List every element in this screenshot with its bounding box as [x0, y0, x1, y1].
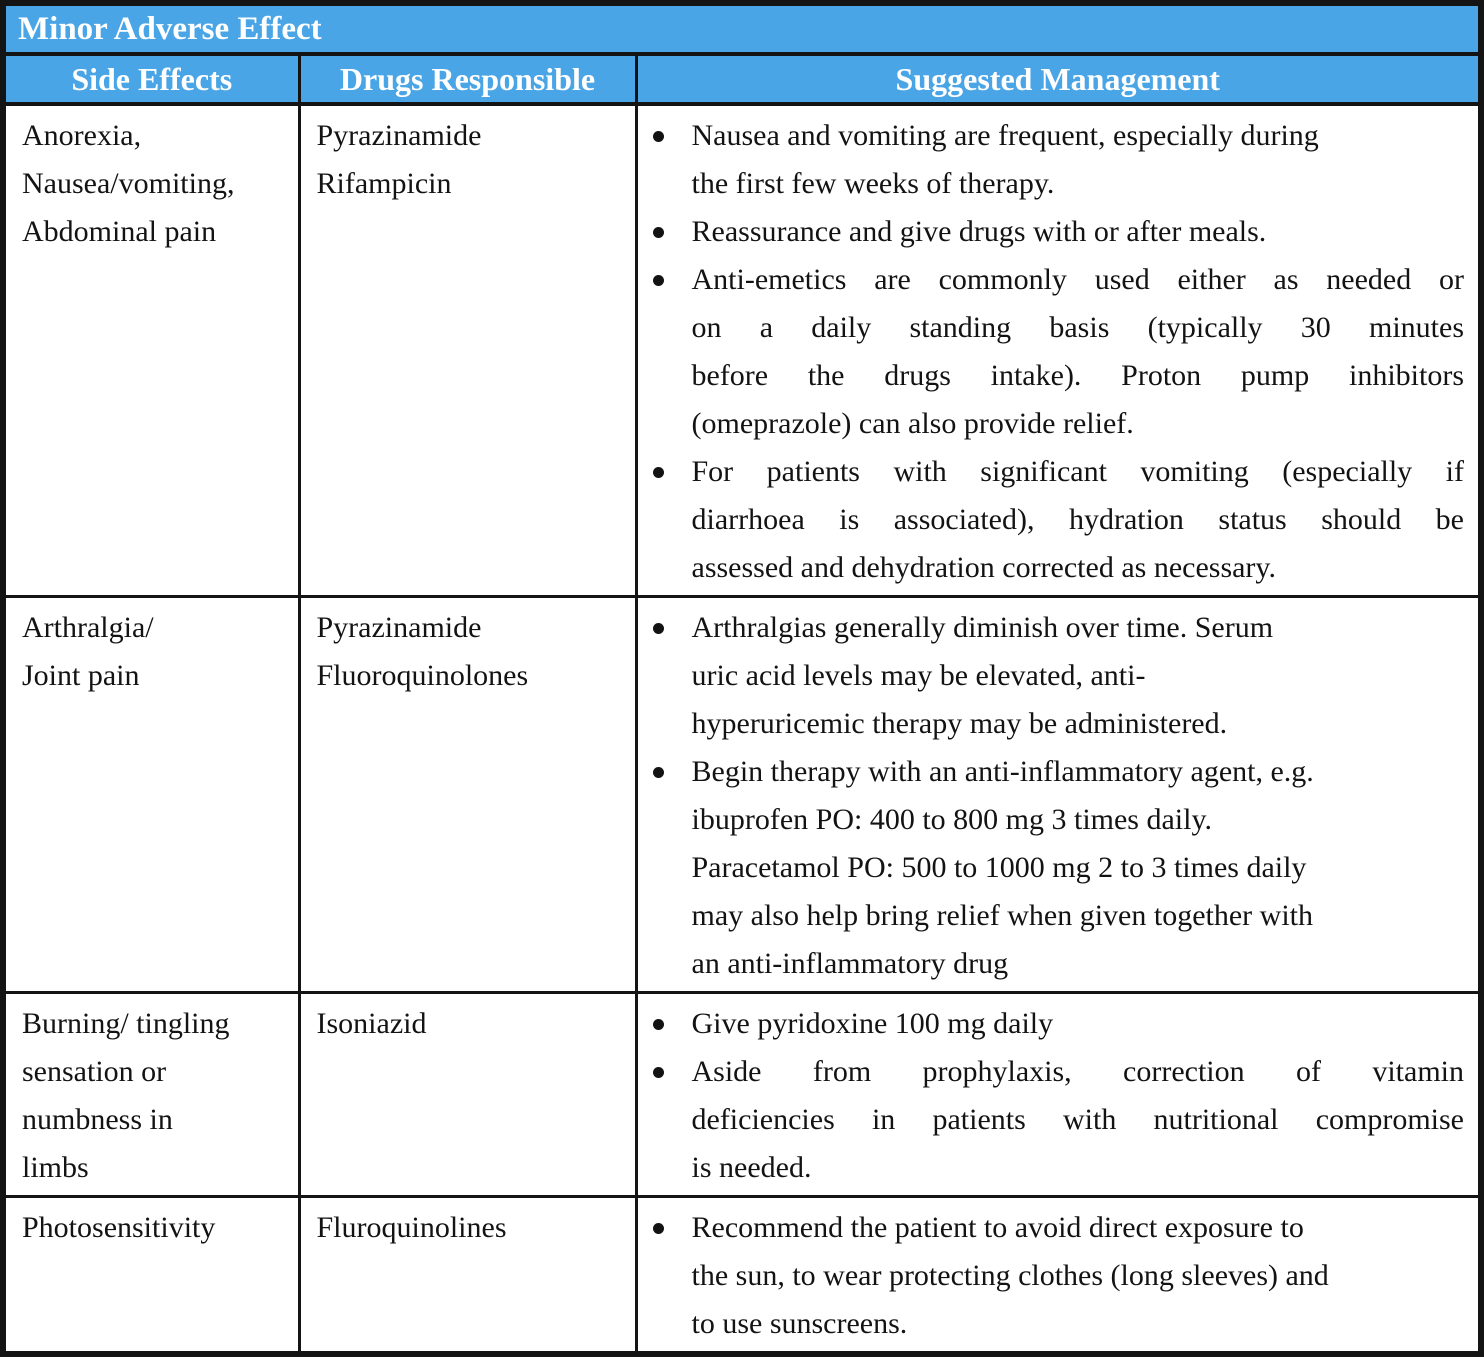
management-text-line: on a daily standing basis (typically 30 minutes — [691, 311, 1464, 344]
drug-line: Pyrazinamide — [316, 119, 482, 152]
column-header-side-effects: Side Effects — [3, 54, 299, 104]
drugs-responsible-cell — [299, 597, 636, 993]
table-row — [3, 993, 1481, 1197]
table-row — [3, 1197, 1481, 1355]
management-bullet-item — [638, 1204, 1465, 1348]
bullet-icon — [638, 256, 692, 304]
suggested-management-cell — [636, 993, 1481, 1197]
management-text-line: Aside from prophylaxis, correction of vitamin — [691, 1055, 1464, 1088]
management-bullet-text — [692, 448, 1465, 592]
management-bullet-text — [692, 1000, 1465, 1048]
management-text-line: deficiencies in patients with nutritional compromise — [691, 1103, 1464, 1136]
management-text-line: assessed and dehydration corrected as necessary. — [691, 551, 1276, 584]
drug-line: Rifampicin — [316, 167, 452, 200]
table-body — [3, 104, 1481, 1354]
bullet-icon — [638, 112, 692, 160]
management-bullet-item — [638, 208, 1465, 256]
management-bullet-text — [692, 256, 1465, 448]
management-text-line: Paracetamol PO: 500 to 1000 mg 2 to 3 times daily — [691, 851, 1307, 884]
management-text-line: is needed. — [691, 1151, 812, 1184]
side-effect-line: Joint pain — [22, 659, 140, 692]
side-effect-line: Burning/ tingling — [22, 1007, 230, 1040]
management-text-line: hyperuricemic therapy may be administered. — [691, 707, 1228, 740]
table-header-row — [3, 54, 1481, 104]
management-text-line: ibuprofen PO: 400 to 800 mg 3 times daily. — [691, 803, 1213, 836]
table-row — [3, 597, 1481, 993]
management-text-line: the first few weeks of therapy. — [691, 167, 1055, 200]
drugs-responsible-cell — [299, 1197, 636, 1355]
side-effects-cell — [3, 1197, 299, 1355]
management-text-line: diarrhoea is associated), hydration status should be — [691, 503, 1464, 536]
side-effect-line: limbs — [22, 1151, 89, 1184]
table-row — [3, 104, 1481, 597]
management-bullet-item — [638, 256, 1465, 448]
suggested-management-cell — [636, 597, 1481, 993]
drug-line: Fluroquinolines — [316, 1211, 507, 1244]
bullet-icon — [638, 604, 692, 652]
management-bullet-text — [692, 604, 1465, 748]
bullet-icon — [638, 448, 692, 496]
management-bullet-item — [638, 1048, 1465, 1192]
management-bullet-item — [638, 1000, 1465, 1048]
management-text-line: the sun, to wear protecting clothes (long sleeves) and — [691, 1259, 1329, 1292]
management-text-line: before the drugs intake). Proton pump inhibitors — [691, 359, 1464, 392]
management-text-line: Arthralgias generally diminish over time. Serum — [691, 611, 1274, 644]
side-effect-line: Anorexia, — [22, 119, 142, 152]
management-text-line: Recommend the patient to avoid direct exposure to — [691, 1211, 1304, 1244]
suggested-management-cell — [636, 104, 1481, 597]
management-text-line: an anti-inflammatory drug — [691, 947, 1009, 980]
side-effects-cell — [3, 104, 299, 597]
management-text-line: For patients with significant vomiting (especially if — [691, 455, 1464, 488]
management-bullet-item — [638, 748, 1465, 988]
management-bullet-text — [692, 208, 1465, 256]
management-bullet-text — [692, 748, 1465, 988]
side-effects-cell — [3, 993, 299, 1197]
drug-line: Isoniazid — [316, 1007, 427, 1040]
column-header-suggested-management: Suggested Management — [636, 54, 1481, 104]
side-effect-line: Nausea/vomiting, — [22, 167, 235, 200]
side-effects-cell — [3, 597, 299, 993]
management-text-line: Anti-emetics are commonly used either as needed or — [691, 263, 1464, 296]
management-bullet-text — [692, 1048, 1465, 1192]
bullet-icon — [638, 208, 692, 256]
management-text-line: (omeprazole) can also provide relief. — [691, 407, 1134, 440]
drug-line: Pyrazinamide — [316, 611, 482, 644]
management-text-line: Give pyridoxine 100 mg daily — [691, 1007, 1054, 1040]
management-text-line: Reassurance and give drugs with or after meals. — [691, 215, 1267, 248]
management-text-line: Nausea and vomiting are frequent, especially during — [691, 119, 1319, 152]
bullet-icon — [638, 1048, 692, 1096]
side-effect-line: numbness in — [22, 1103, 173, 1136]
management-bullet-text — [692, 112, 1465, 208]
side-effect-line: Arthralgia/ — [22, 611, 154, 644]
management-bullet-text — [692, 1204, 1465, 1348]
drugs-responsible-cell — [299, 993, 636, 1197]
suggested-management-cell — [636, 1197, 1481, 1355]
bullet-icon — [638, 748, 692, 796]
management-text-line: to use sunscreens. — [691, 1307, 908, 1340]
management-bullet-item — [638, 448, 1465, 592]
table-title: Minor Adverse Effect — [3, 3, 1481, 54]
management-bullet-item — [638, 604, 1465, 748]
management-text-line: uric acid levels may be elevated, anti- — [691, 659, 1146, 692]
bullet-icon — [638, 1204, 692, 1252]
side-effect-line: Photosensitivity — [22, 1211, 216, 1244]
drug-line: Fluoroquinolones — [316, 659, 529, 692]
bullet-icon — [638, 1000, 692, 1048]
side-effect-line: sensation or — [22, 1055, 167, 1088]
drugs-responsible-cell — [299, 104, 636, 597]
column-header-drugs-responsible: Drugs Responsible — [299, 54, 636, 104]
management-bullet-item — [638, 112, 1465, 208]
table-title-row — [3, 3, 1481, 54]
side-effect-line: Abdominal pain — [22, 215, 217, 248]
management-text-line: Begin therapy with an anti-inflammatory agent, e.g. — [691, 755, 1314, 788]
management-text-line: may also help bring relief when given together with — [691, 899, 1313, 932]
